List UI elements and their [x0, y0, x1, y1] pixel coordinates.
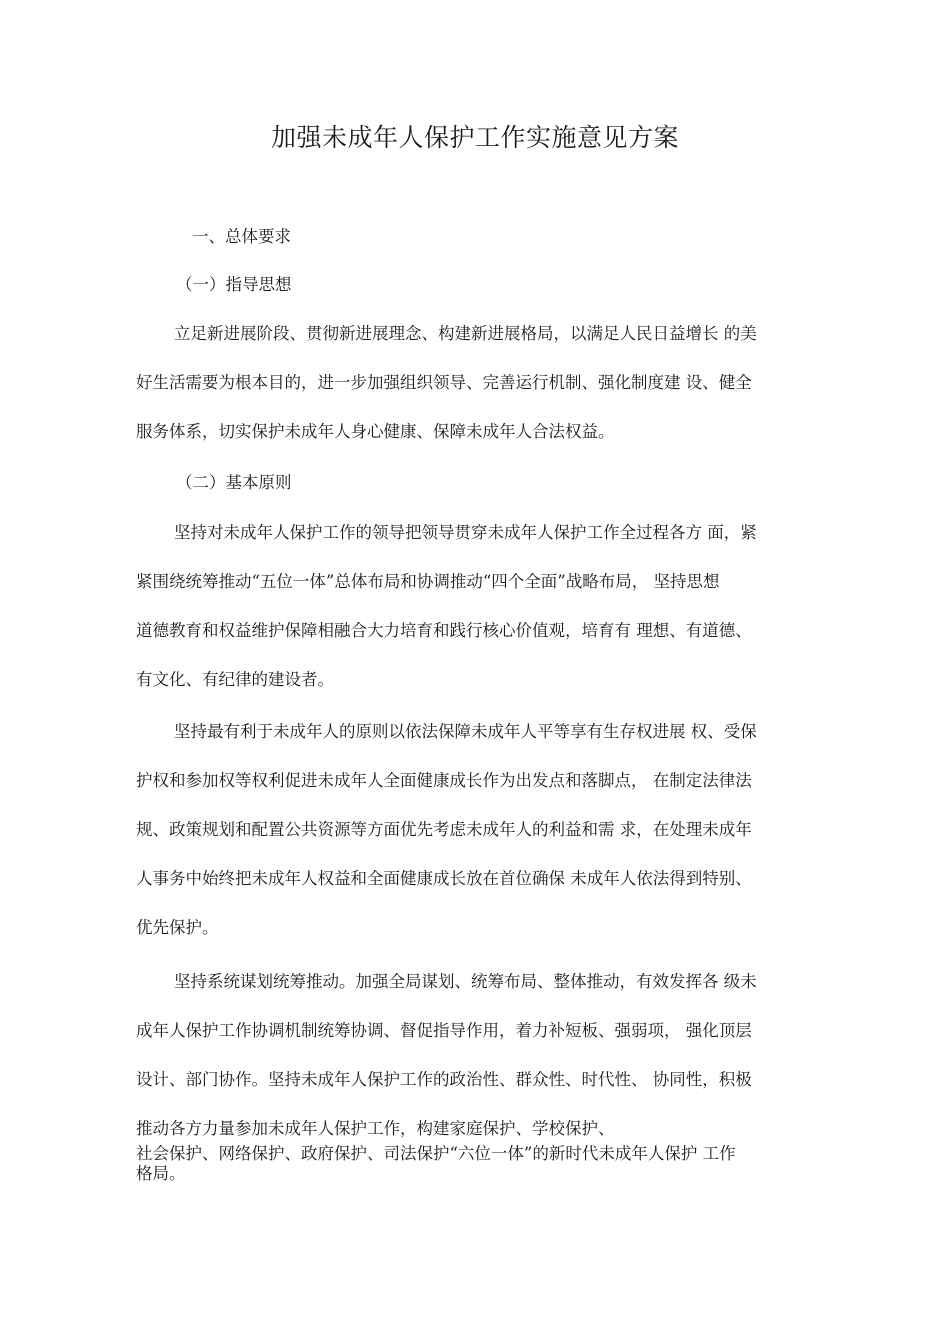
paragraph-principle-best-interest — [136, 707, 826, 952]
paragraph-line: 服务体系，切实保护未成年人身心健康、保障未成年人合法权益。 — [136, 422, 615, 441]
paragraph-line: 人事务中始终把未成年人权益和全面健康成长放在首位确保 未成年人依法得到特别、 — [136, 869, 752, 888]
paragraph-line: 立足新进展阶段、贯彻新进展理念、构建新进展格局，以满足人民日益增长 的美 — [174, 324, 757, 343]
paragraph-line: 护权和参加权等权利促进未成年人全面健康成长作为出发点和落脚点， 在制定法律法 — [136, 771, 752, 790]
paragraph-line: 成年人保护工作协调机制统筹协调、督促指导作用，着力补短板、强弱项， 强化顶层 — [136, 1021, 752, 1040]
paragraph-line: 格局。 — [136, 1164, 186, 1183]
paragraph-line: 推动各方力量参加未成年人保护工作，构建家庭保护、学校保护、 — [136, 1119, 615, 1138]
paragraph-line: 设计、部门协作。坚持未成年人保护工作的政治性、群众性、时代性、 协同性，积极 — [136, 1070, 752, 1089]
document-title: 加强未成年人保护工作实施意见方案 — [270, 123, 679, 152]
section-heading-overall-requirements: 一、总体要求 — [192, 227, 291, 246]
paragraph-line: 社会保护、网络保护、政府保护、司法保护“六位一体”的新时代未成年人保护 工作 — [136, 1144, 736, 1163]
subsection-heading-basic-principles: （二）基本原则 — [176, 473, 292, 492]
paragraph-line: 紧围绕统筹推动“五位一体”总体布局和协调推动“四个全面”战略布局， 坚持思想 — [136, 572, 720, 591]
paragraph-line: 坚持对未成年人保护工作的领导把领导贯穿未成年人保护工作全过程各方 面，紧 — [174, 523, 757, 542]
paragraph-guiding-ideology — [136, 309, 826, 456]
paragraph-principle-systematic-planning — [136, 957, 826, 1184]
paragraph-line: 优先保护。 — [136, 918, 219, 937]
paragraph-line: 坚持最有利于未成年人的原则以依法保障未成年人平等享有生存权进展 权、受保 — [174, 722, 757, 741]
paragraph-line: 有文化、有纪律的建设者。 — [136, 670, 334, 689]
paragraph-line: 规、政策规划和配置公共资源等方面优先考虑未成年人的利益和需 求，在处理未成年 — [136, 820, 752, 839]
paragraph-line: 坚持系统谋划统筹推动。加强全局谋划、统筹布局、整体推动，有效发挥各 级未 — [174, 972, 757, 991]
paragraph-line: 道德教育和权益维护保障相融合大力培育和践行核心价值观，培育有 理想、有道德、 — [136, 621, 752, 640]
subsection-heading-guiding-ideology: （一）指导思想 — [176, 275, 292, 294]
paragraph-line: 好生活需要为根本目的，进一步加强组织领导、完善运行机制、强化制度建 设、健全 — [136, 373, 752, 392]
paragraph-principle-leadership — [136, 508, 826, 704]
